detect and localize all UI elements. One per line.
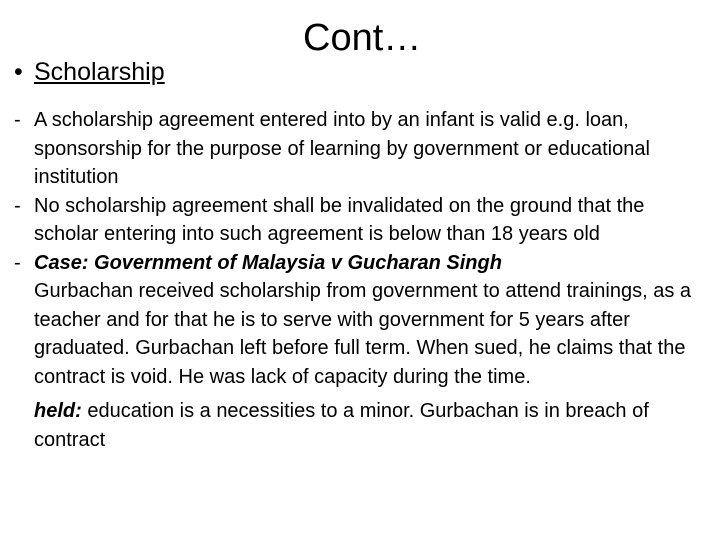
case-label: Case: Government of Malaysia v Gucharan Singh <box>34 251 502 274</box>
dash-marker: - <box>14 109 21 131</box>
list-item <box>14 249 714 278</box>
held-label: held: <box>34 400 82 422</box>
slide-body <box>14 106 714 454</box>
held-paragraph <box>14 397 714 454</box>
heading-text: Scholarship <box>34 58 165 86</box>
held-text: education is a necessities to a minor. Gurbachan is in breach of contract <box>34 400 649 451</box>
bullet-icon: • <box>14 58 23 86</box>
case-facts: Gurbachan received scholarship from government to attend trainings, as a teacher and for that he is to serve with government for 5 years after graduated. Gurbachan left before full term. When sued, he claims that the contract is void. He was lack of capacity during the time. <box>34 280 692 388</box>
point-text: A scholarship agreement entered into by an infant is valid e.g. loan, sponsorship for the purpose of learning by government or educational institution <box>34 109 650 188</box>
list-item <box>14 192 714 249</box>
dash-marker: - <box>14 251 21 274</box>
slide-title: Cont… <box>303 17 422 59</box>
section-heading <box>14 56 165 88</box>
dash-marker: - <box>14 194 21 217</box>
list-item <box>14 106 714 192</box>
point-text: No scholarship agreement shall be invalidated on the ground that the scholar entering into such agreement is below than 18 years old <box>34 194 645 245</box>
